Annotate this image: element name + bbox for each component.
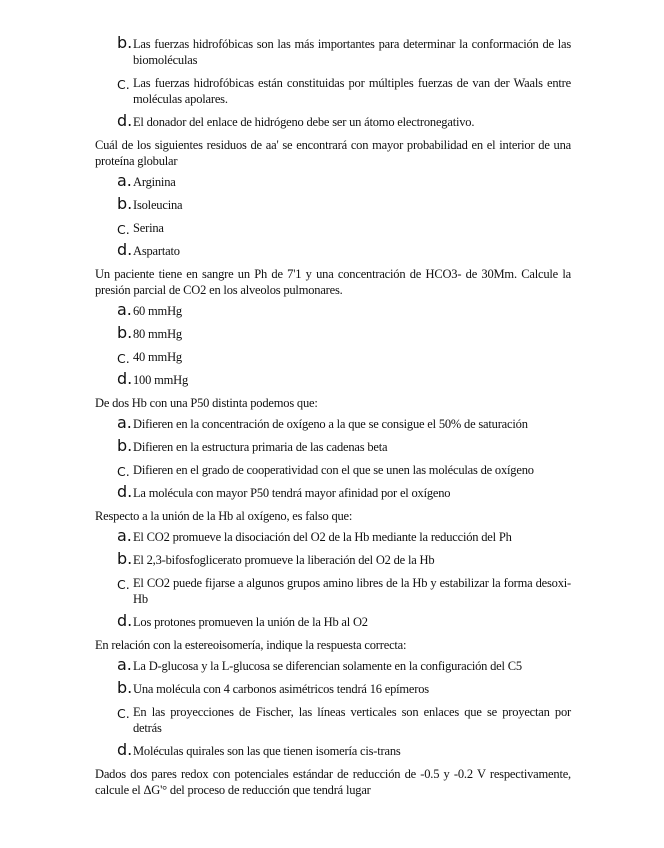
option-text: 80 mmHg (133, 327, 182, 341)
option-text: La molécula con mayor P50 tendrá mayor afinidad por el oxígeno (133, 486, 451, 500)
option-text: Moléculas quirales son las que tienen isomería cis-trans (133, 744, 401, 758)
option-letter: b. (117, 436, 133, 455)
option-letter: C. (117, 464, 130, 479)
option-d (117, 111, 571, 130)
option-letter: C. (117, 351, 130, 366)
question-text: Un paciente tiene en sangre un Ph de 7'1 y una concentración de HCO3- de 30Mm. Calcule la presión parcial de CO2 en los alveolos pulmonares. (95, 267, 571, 297)
option-text: Difieren en la estructura primaria de las cadenas beta (133, 440, 388, 454)
question-text: Respecto a la unión de la Hb al oxígeno, es falso que: (95, 509, 353, 523)
option-letter: b. (117, 678, 133, 697)
option-b (117, 33, 571, 68)
option-d (117, 740, 571, 759)
option-c (117, 575, 571, 607)
option-letter: C. (117, 577, 130, 592)
option-b (117, 549, 571, 568)
option-text: Difieren en la concentración de oxígeno a la que se consigue el 50% de saturación (133, 417, 528, 431)
option-text: Las fuerzas hidrofóbicas son las más importantes para determinar la conformación de las biomoléculas (133, 37, 571, 67)
option-text: En las proyecciones de Fischer, las líneas verticales son enlaces que se proyectan por detrás (133, 705, 571, 735)
option-letter: d. (117, 482, 133, 501)
option-b (117, 194, 571, 213)
option-letter: C. (117, 222, 130, 237)
option-text: Una molécula con 4 carbonos asimétricos tendrá 16 epímeros (133, 682, 429, 696)
option-letter: b. (117, 549, 133, 568)
option-letter: b. (117, 323, 133, 342)
option-text: La D-glucosa y la L-glucosa se diferencian solamente en la configuración del C5 (133, 659, 522, 673)
option-a (117, 413, 571, 432)
option-letter: a. (117, 171, 132, 190)
option-letter: a. (117, 413, 132, 432)
option-a (117, 171, 571, 190)
question-text: Cuál de los siguientes residuos de aa' se encontrará con mayor probabilidad en el interior de una proteína globular (95, 138, 571, 168)
option-letter: d. (117, 240, 133, 259)
option-c (117, 704, 571, 736)
option-text: Serina (133, 221, 164, 235)
option-b (117, 678, 571, 697)
option-a (117, 300, 571, 319)
question-text: En relación con la estereoisomería, indique la respuesta correcta: (95, 638, 407, 652)
option-letter: C. (117, 706, 130, 721)
option-letter: a. (117, 300, 132, 319)
option-text: 100 mmHg (133, 373, 188, 387)
document-page (0, 33, 664, 803)
option-b (117, 323, 571, 342)
question-text: Dados dos pares redox con potenciales estándar de reducción de -0.5 y -0.2 V respectivamente, calcule el ΔG'° del proceso de reducción que tendrá lugar (95, 767, 571, 797)
option-letter: d. (117, 369, 133, 388)
option-d (117, 369, 571, 388)
option-a (117, 526, 571, 545)
option-a (117, 655, 571, 674)
option-text: 40 mmHg (133, 350, 182, 364)
option-c (117, 462, 571, 478)
option-letter: d. (117, 740, 133, 759)
option-letter: a. (117, 526, 132, 545)
option-letter: C. (117, 77, 130, 92)
option-text: Aspartato (133, 244, 180, 258)
option-letter: d. (117, 611, 133, 630)
option-text: El CO2 puede fijarse a algunos grupos amino libres de la Hb y estabilizar la forma desoxi-Hb (133, 576, 571, 606)
option-letter: b. (117, 194, 133, 213)
option-text: El CO2 promueve la disociación del O2 de la Hb mediante la reducción del Ph (133, 530, 512, 544)
option-text: Los protones promueven la unión de la Hb al O2 (133, 615, 368, 629)
option-letter: a. (117, 655, 132, 674)
option-text: Difieren en el grado de cooperatividad con el que se unen las moléculas de oxígeno (133, 463, 534, 477)
option-text: Arginina (133, 175, 176, 189)
option-d (117, 611, 571, 630)
option-text: 60 mmHg (133, 304, 182, 318)
option-letter: b. (117, 33, 133, 52)
option-text: El 2,3-bifosfoglicerato promueve la liberación del O2 de la Hb (133, 553, 435, 567)
option-b (117, 436, 571, 455)
option-c (117, 75, 571, 107)
option-c (117, 349, 571, 365)
option-text: Isoleucina (133, 198, 183, 212)
option-letter: d. (117, 111, 133, 130)
question-text: De dos Hb con una P50 distinta podemos que: (95, 396, 318, 410)
option-c (117, 220, 571, 236)
option-d (117, 240, 571, 259)
option-text: El donador del enlace de hidrógeno debe ser un átomo electronegativo. (133, 115, 475, 129)
option-text: Las fuerzas hidrofóbicas están constituidas por múltiples fuerzas de van der Waals entre moléculas apolares. (133, 76, 571, 106)
option-d (117, 482, 571, 501)
